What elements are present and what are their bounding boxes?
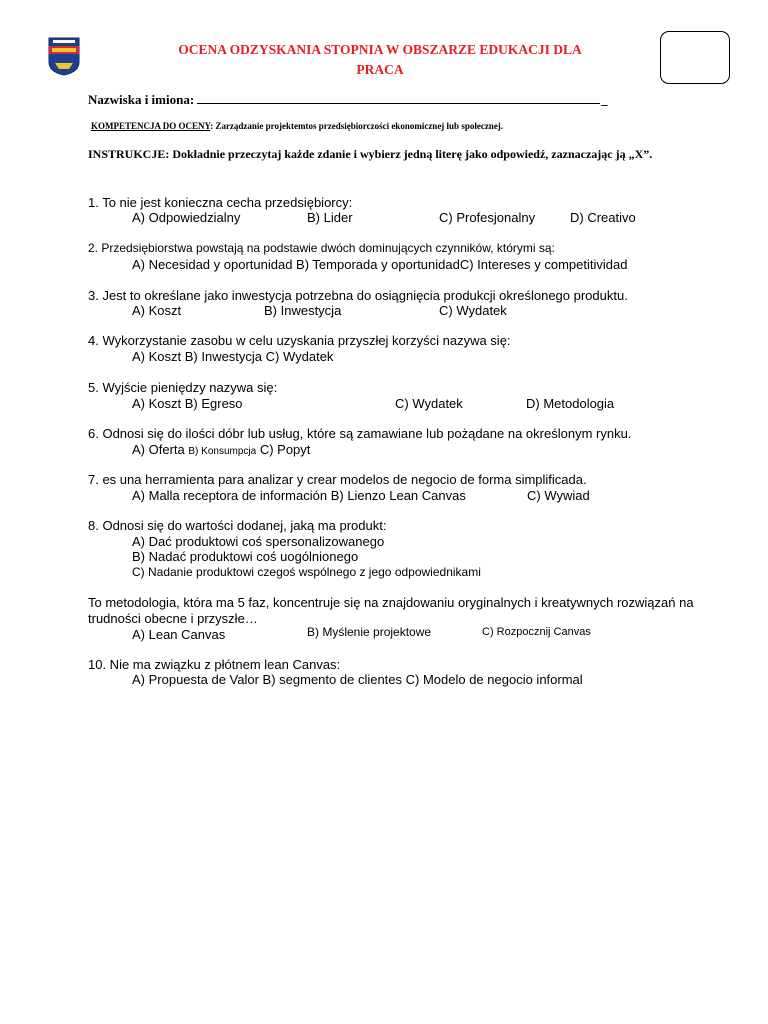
q5-option-c[interactable]: C) Wydatek [395, 396, 463, 411]
q9-option-b[interactable]: B) Myślenie projektowe [307, 625, 432, 639]
question-6: 6. Odnosi się do ilości dóbr lub usług, które są zamawiane lub pożądane na określonym rynku. [88, 426, 632, 441]
q3-option-b[interactable]: B) Inwestycja [264, 303, 342, 318]
q9-option-c[interactable]: C) Rozpocznij Canvas [482, 626, 591, 638]
competence-row [91, 121, 503, 131]
q8-option-a[interactable]: A) Dać produktowi coś spersonalizowanego [132, 534, 385, 549]
q5-option-d[interactable]: D) Metodologia [526, 396, 615, 411]
q6-options-row [132, 442, 310, 457]
q3-option-c[interactable]: C) Wydatek [439, 303, 507, 318]
q10-options[interactable]: A) Propuesta de Valor B) segmento de clientes C) Modelo de negocio informal [132, 672, 583, 687]
question-9-line-1: To metodologia, która ma 5 faz, koncentruje się na znajdowaniu oryginalnych i kreatywnych rozwiązań na [88, 595, 694, 610]
name-line-end: _ [601, 92, 608, 107]
q7-option-c[interactable]: C) Wywiad [527, 488, 590, 503]
question-1: 1. To nie jest konieczna cecha przedsiębiorcy: [88, 195, 353, 210]
q6-option-b[interactable]: B) Konsumpcja [188, 446, 257, 457]
document-title-line-1: OCENA ODZYSKANIA STOPNIA W OBSZARZE EDUKACJI DLA [178, 42, 582, 57]
q8-option-c[interactable]: C) Nadanie produktowi czegoś wspólnego z jego odpowiednikami [132, 565, 481, 579]
question-3: 3. Jest to określane jako inwestycja potrzebna do osiągnięcia produkcji określonego produktu. [88, 288, 628, 303]
competence-label: KOMPETENCJA DO OCENY [91, 121, 211, 131]
q6-option-a[interactable]: A) Oferta [132, 442, 185, 457]
question-8: 8. Odnosi się do wartości dodanej, jaką ma produkt: [88, 518, 387, 533]
school-logo [47, 36, 81, 76]
score-box[interactable] [660, 31, 730, 84]
question-2: 2. Przedsiębiorstwa powstają na podstawie dwóch dominujących czynników, którymi są: [88, 241, 555, 255]
q4-options[interactable]: A) Koszt B) Inwestycja C) Wydatek [132, 349, 334, 364]
question-9-line-2: trudności obecne i przyszłe… [88, 611, 258, 626]
q8-option-b[interactable]: B) Nadać produktowi coś uogólnionego [132, 549, 359, 564]
q7-option-ab[interactable]: A) Malla receptora de información B) Lienzo Lean Canvas [132, 488, 466, 503]
q2-options[interactable]: A) Necesidad y oportunidad B) Temporada y oportunidadC) Intereses y competitividad [132, 257, 628, 272]
q1-option-c[interactable]: C) Profesjonalny [439, 210, 536, 225]
question-10: 10. Nie ma związku z płótnem lean Canvas: [88, 657, 341, 672]
question-7: 7. es una herramienta para analizar y crear modelos de negocio de forma simplificada. [88, 472, 587, 487]
instructions: INSTRUKCJE: Dokładnie przeczytaj każde zdanie i wybierz jedną literę jako odpowiedź, zaznaczając ją „X”. [88, 147, 653, 161]
question-5: 5. Wyjście pieniędzy nazywa się: [88, 380, 278, 395]
q1-option-b[interactable]: B) Lider [307, 210, 353, 225]
q3-option-a[interactable]: A) Koszt [132, 303, 182, 318]
competence-text: : Zarządzanie projektemtos przedsiębiorczości ekonomicznej lub społecznej. [210, 121, 504, 131]
name-field-row[interactable] [88, 90, 608, 108]
question-4: 4. Wykorzystanie zasobu w celu uzyskania przyszłej korzyści nazywa się: [88, 333, 511, 348]
q1-option-a[interactable]: A) Odpowiedzialny [132, 210, 241, 225]
q9-option-a[interactable]: A) Lean Canvas [132, 627, 226, 642]
name-label: Nazwiska i imiona: [88, 92, 195, 107]
q5-option-ab[interactable]: A) Koszt B) Egreso [132, 396, 243, 411]
q1-option-d[interactable]: D) Creativo [570, 210, 636, 225]
document-title-line-2: PRACA [356, 62, 404, 77]
name-input-line[interactable] [197, 90, 600, 104]
q6-option-c[interactable]: C) Popyt [259, 442, 311, 457]
